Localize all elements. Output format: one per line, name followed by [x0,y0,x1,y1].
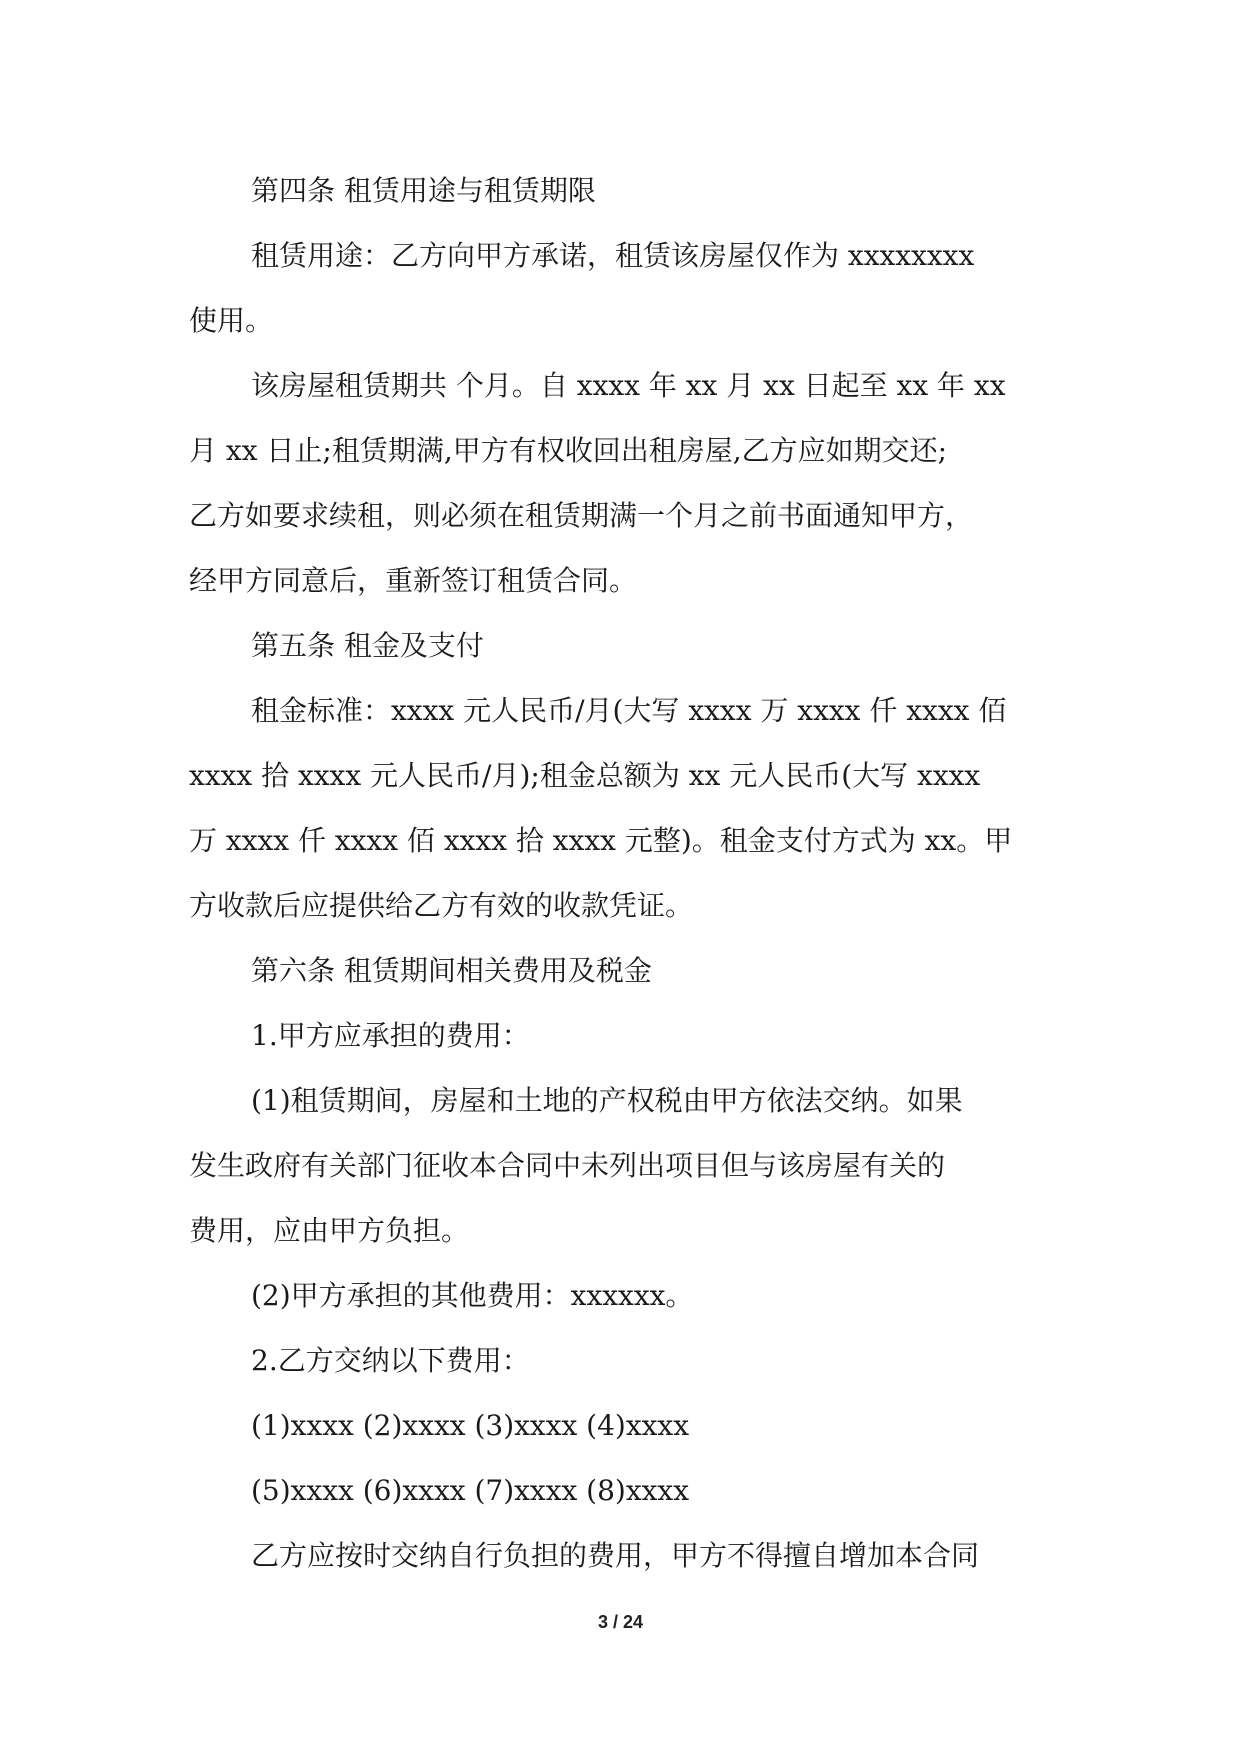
text-line: (2)甲方承担的其他费用：xxxxxx。 [251,1279,694,1312]
article-4-heading [189,158,1055,223]
lease-term-paragraph [189,353,1055,613]
text-line: 万 xxxx 仟 xxxx 佰 xxxx 拾 xxxx 元整)。租金支付方式为 xx。甲 [189,824,1013,857]
text-line: 乙方应按时交纳自行负担的费用，甲方不得擅自增加本合同 [251,1539,980,1572]
text-line: 第五条 租金及支付 [251,629,484,662]
text-line: (1)xxxx (2)xxxx (3)xxxx (4)xxxx [251,1409,690,1442]
party-a-fees-heading [189,1003,1055,1068]
party-b-fees-list-1 [189,1393,1055,1458]
text-line: 租赁用途：乙方向甲方承诺，租赁该房屋仅作为 xxxxxxxx [251,239,975,272]
text-line: 1.甲方应承担的费用： [251,1019,530,1052]
rent-standard-paragraph [189,678,1055,938]
text-line: 第四条 租赁用途与租赁期限 [251,174,596,207]
text-line: 发生政府有关部门征收本合同中未列出项目但与该房屋有关的 [189,1149,946,1182]
article-6-heading [189,938,1055,1003]
party-a-fees-item-2 [189,1263,1055,1328]
text-line: xxxx 拾 xxxx 元人民币/月);租金总额为 xx 元人民币(大写 xxxx [189,759,981,792]
text-line: 该房屋租赁期共 个月。自 xxxx 年 xx 月 xx 日起至 xx 年 xx [251,369,1006,402]
document-body [189,158,1055,1588]
text-line: (1)租赁期间，房屋和土地的产权税由甲方依法交纳。如果 [251,1084,963,1117]
lease-purpose-paragraph [189,223,1055,353]
text-line: 乙方如要求续租，则必须在租赁期满一个月之前书面通知甲方， [189,499,974,532]
text-line: 费用，应由甲方负担。 [189,1214,470,1247]
text-line: 2.乙方交纳以下费用： [251,1344,530,1377]
text-line: 使用。 [189,304,274,337]
text-line: 租金标准：xxxx 元人民币/月(大写 xxxx 万 xxxx 仟 xxxx 佰 [251,694,1007,727]
party-b-payment-paragraph [189,1523,1055,1588]
text-line: 经甲方同意后，重新签订租赁合同。 [189,564,638,597]
article-5-heading [189,613,1055,678]
text-line: 月 xx 日止;租赁期满,甲方有权收回出租房屋,乙方应如期交还; [189,434,948,467]
party-b-fees-heading [189,1328,1055,1393]
party-a-fees-item-1 [189,1068,1055,1263]
party-b-fees-list-2 [189,1458,1055,1523]
text-line: (5)xxxx (6)xxxx (7)xxxx (8)xxxx [251,1474,690,1507]
text-line: 方收款后应提供给乙方有效的收款凭证。 [189,889,694,922]
text-line: 第六条 租赁期间相关费用及税金 [251,954,652,987]
page-number: 3 / 24 [597,1612,644,1632]
